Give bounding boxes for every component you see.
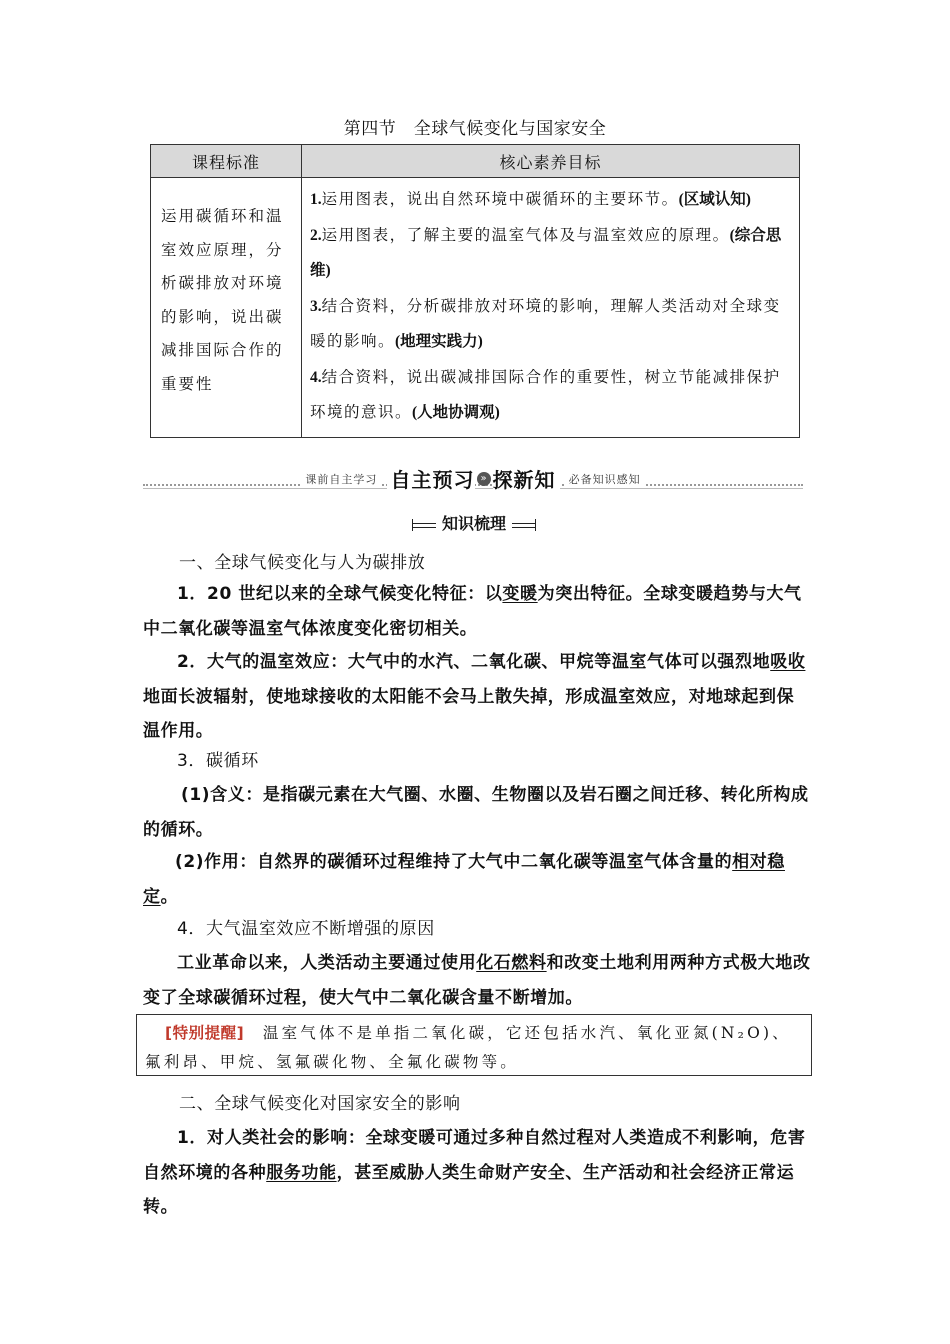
table-header-goals: 核心素养目标 bbox=[302, 145, 800, 178]
paragraph-3-heading: 3．碳循环 bbox=[177, 751, 259, 771]
reminder-text: 温室气体不是单指二氧化碳，它还包括水汽、氧化亚氮(N₂O)、氟利昂、甲烷、氢氟碳化物、全氟化碳物等。 bbox=[145, 1024, 791, 1071]
arrow-icon: » bbox=[477, 472, 491, 486]
curriculum-standards-table bbox=[150, 144, 800, 438]
paragraph-4-heading: 4．大气温室效应不断增强的原因 bbox=[177, 919, 435, 939]
paragraph-3b: (2)作用：自然界的碳循环过程维持了大气中二氧化碳等温室气体含量的相对稳定。 bbox=[143, 852, 785, 907]
heading-1: 一、全球气候变化与人为碳排放 bbox=[179, 553, 426, 573]
banner-title-left: 自主预习 bbox=[387, 468, 475, 492]
standard-text: 运用碳循环和温室效应原理，分析碳排放对环境的影响，说出碳减排国际合作的重要性 bbox=[151, 178, 302, 438]
banner-title-right: 探新知 bbox=[493, 468, 560, 492]
goal-item: 2.运用图表，了解主要的温室气体及与温室效应的原理。(综合思维) bbox=[310, 225, 782, 279]
goal-item: 1.运用图表，说出自然环境中碳循环的主要环节。(区域认知) bbox=[310, 190, 751, 208]
paragraph-4a: 工业革命以来，人类活动主要通过使用化石燃料和改变土地利用两种方式极大地改变了全球碳循环过程，使大气中二氧化碳含量不断增加。 bbox=[143, 953, 811, 1008]
goal-item: 3.结合资料，分析碳排放对环境的影响，理解人类活动对全球变暖的影响。(地理实践力) bbox=[310, 296, 781, 350]
page-title: 第四节 全球气候变化与国家安全 bbox=[343, 119, 607, 139]
banner-left-caption: 课前自主学习 bbox=[301, 473, 381, 486]
heading-2: 二、全球气候变化对国家安全的影响 bbox=[179, 1094, 461, 1114]
knowledge-section-label: 知识梳理 bbox=[412, 514, 536, 534]
table-header-standard: 课程标准 bbox=[151, 145, 302, 178]
paragraph-2: 2．大气的温室效应：大气中的水汽、二氧化碳、甲烷等温室气体可以强烈地吸收地面长波辐射，使地球接收的太阳能不会马上散失掉，形成温室效应，对地球起到保温作用。 bbox=[143, 652, 806, 741]
paragraph-3a: (1)含义：是指碳元素在大气圈、水圈、生物圈以及岩石圈之间迁移、转化所构成的循环。 bbox=[143, 785, 809, 840]
goals-cell bbox=[302, 178, 800, 438]
special-reminder-box bbox=[136, 1014, 812, 1076]
banner-right-caption: 必备知识感知 bbox=[565, 473, 645, 486]
goal-item: 4.结合资料，说出碳减排国际合作的重要性，树立节能减排保护环境的意识。(人地协调观) bbox=[310, 367, 781, 421]
section-banner bbox=[143, 464, 803, 492]
reminder-tag: [特别提醒] bbox=[165, 1024, 245, 1042]
paragraph-5: 1．对人类社会的影响：全球变暖可通过多种自然过程对人类造成不利影响，危害自然环境的各种服务功能，甚至威胁人类生命财产安全、生产活动和社会经济正常运转。 bbox=[143, 1128, 806, 1217]
paragraph-1: 1．20 世纪以来的全球气候变化特征：以变暖为突出特征。全球变暖趋势与大气中二氧化碳等温室气体浓度变化密切相关。 bbox=[143, 584, 802, 639]
